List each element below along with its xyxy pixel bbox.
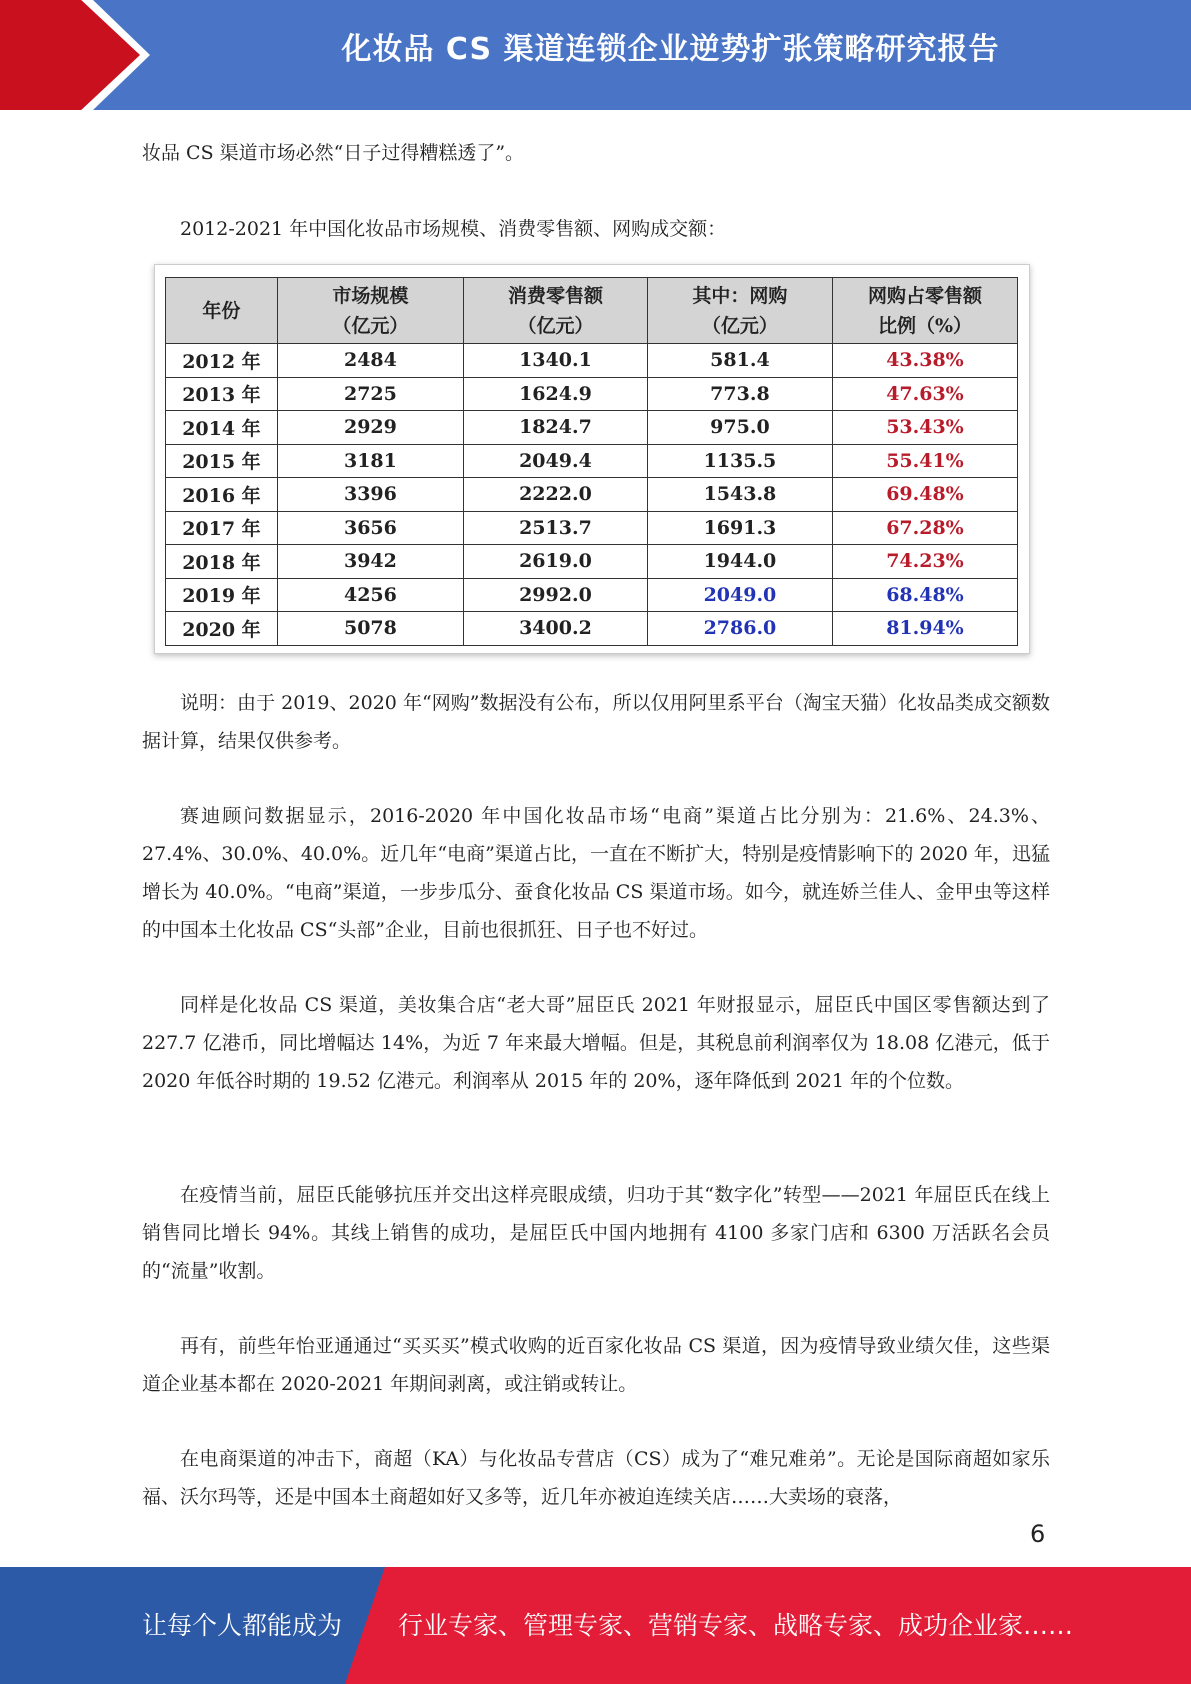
table-header-line2: （亿元） [517,314,594,337]
table-cell-year: 2015 年 [166,444,278,478]
table-cell-online: 1691.3 [647,511,832,545]
table-cell-retail: 2992.0 [463,578,647,612]
table-header-row [166,278,1018,344]
table-header-line1: 消费零售额 [507,284,603,307]
table-cell-year: 2017 年 [166,511,278,545]
table-cell-ratio: 47.63% [832,377,1017,411]
table-cell-online: 2786.0 [647,612,832,646]
table-header-cell [166,278,278,344]
table-cell-online: 2049.0 [647,578,832,612]
table-cell-retail: 2049.4 [463,444,647,478]
table-cell-retail: 1624.9 [463,377,647,411]
table-header-cell [277,278,463,344]
market-data-table [165,277,1018,646]
table-row [166,578,1018,612]
table-cell-ratio: 53.43% [832,411,1017,445]
paragraph-watsons: 同样是化妆品 CS 渠道，美妆集合店“老大哥”屈臣氏 2021 年财报显示，屈臣氏中国区零售额达到了 227.7 亿港币，同比增幅达 14%，为近 7 年来最大增幅。但是，其税息前利润率仅为 18.08 亿港元，低于 2020 年低谷时期的 19.52 亿港元。利润率从 2015 年的 20%，逐年降低到 2021 年的个位数。 [142,994,1050,1092]
page-footer [0,1567,1191,1684]
table-cell-market: 2484 [277,344,463,378]
data-table-frame [154,264,1030,654]
table-cell-retail: 1824.7 [463,411,647,445]
table-cell-retail: 1340.1 [463,344,647,378]
table-cell-market: 3181 [277,444,463,478]
table-row [166,377,1018,411]
table-cell-online: 975.0 [647,411,832,445]
page-number: 6 [1030,1520,1046,1548]
table-cell-retail: 3400.2 [463,612,647,646]
table-cell-online: 1135.5 [647,444,832,478]
table-cell-ratio: 55.41% [832,444,1017,478]
table-header-line1: 其中：网购 [692,284,788,307]
footer-slogan-left: 让每个人都能成为 [142,1611,343,1640]
table-header-line2: （亿元） [332,314,409,337]
table-cell-ratio: 81.94% [832,612,1017,646]
table-cell-ratio: 69.48% [832,478,1017,512]
paragraph-eternal-asia: 再有，前些年怡亚通通过“买买买”模式收购的近百家化妆品 CS 渠道，因为疫情导致业绩欠佳，这些渠道企业基本都在 2020-2021 年期间剥离，或注销或转让。 [142,1335,1050,1395]
table-cell-market: 3942 [277,545,463,579]
table-header-line1: 年份 [202,299,241,322]
table-cell-online: 581.4 [647,344,832,378]
table-cell-market: 5078 [277,612,463,646]
table-cell-ratio: 68.48% [832,578,1017,612]
table-cell-ratio: 43.38% [832,344,1017,378]
table-header-cell [832,278,1017,344]
table-cell-retail: 2513.7 [463,511,647,545]
table-body [166,344,1018,646]
table-header-cell [647,278,832,344]
table-cell-year: 2013 年 [166,377,278,411]
table-cell-year: 2014 年 [166,411,278,445]
table-cell-market: 3656 [277,511,463,545]
header-chevron-red [0,0,140,110]
paragraph-ccid-data: 赛迪顾问数据显示，2016-2020 年中国化妆品市场“电商”渠道占比分别为：21.6%、24.3%、27.4%、30.0%、40.0%。近几年“电商”渠道占比，一直在不断扩大，特别是疫情影响下的 2020 年，迅猛增长为 40.0%。“电商”渠道，一步步瓜分、蚕食化妆品 CS 渠道市场。如今，就连娇兰佳人、金甲虫等这样的中国本土化妆品 CS“头部”企业，目前也很抓狂、日子也不好过。 [142,805,1050,941]
table-row [166,545,1018,579]
table-row [166,344,1018,378]
table-row [166,478,1018,512]
table-cell-year: 2012 年 [166,344,278,378]
table-header-cell [463,278,647,344]
table-cell-retail: 2619.0 [463,545,647,579]
table-caption: 2012-2021 年中国化妆品市场规模、消费零售额、网购成交额： [180,218,727,240]
table-cell-year: 2019 年 [166,578,278,612]
page-header [0,0,1191,110]
table-cell-year: 2016 年 [166,478,278,512]
table-cell-market: 2725 [277,377,463,411]
table-header-line2: （亿元） [701,314,778,337]
table-header-line1: 市场规模 [332,284,409,307]
paragraph-digital: 在疫情当前，屈臣氏能够抗压并交出这样亮眼成绩，归功于其“数字化”转型——2021 年屈臣氏在线上销售同比增长 94%。其线上销售的成功，是屈臣氏中国内地拥有 4100 多家门店和 6300 万活跃名会员的“流量”收割。 [142,1184,1050,1282]
table-cell-year: 2018 年 [166,545,278,579]
table-cell-year: 2020 年 [166,612,278,646]
footer-slogan-right: 行业专家、管理专家、营销专家、战略专家、成功企业家…… [398,1611,1074,1640]
paragraph-ka-cs: 在电商渠道的冲击下，商超（KA）与化妆品专营店（CS）成为了“难兄难弟”。无论是国际商超如家乐福、沃尔玛等，还是中国本土商超如好又多等，近几年亦被迫连续关店……大卖场的衰落， [142,1448,1050,1508]
table-row [166,511,1018,545]
table-cell-online: 1543.8 [647,478,832,512]
table-row [166,612,1018,646]
table-cell-market: 4256 [277,578,463,612]
table-cell-market: 3396 [277,478,463,512]
table-cell-ratio: 67.28% [832,511,1017,545]
table-row [166,411,1018,445]
table-row [166,444,1018,478]
paragraph-continued: 妆品 CS 渠道市场必然“日子过得糟糕透了”。 [142,142,525,164]
table-cell-online: 1944.0 [647,545,832,579]
table-cell-ratio: 74.23% [832,545,1017,579]
table-cell-retail: 2222.0 [463,478,647,512]
table-header-line2: 比例（%） [877,314,972,337]
paragraph-note: 说明：由于 2019、2020 年“网购”数据没有公布，所以仅用阿里系平台（淘宝天猫）化妆品类成交额数据计算，结果仅供参考。 [142,692,1050,752]
table-cell-online: 773.8 [647,377,832,411]
report-title: 化妆品 CS 渠道连锁企业逆势扩张策略研究报告 [341,32,1000,67]
table-header-line1: 网购占零售额 [867,284,982,307]
table-cell-market: 2929 [277,411,463,445]
